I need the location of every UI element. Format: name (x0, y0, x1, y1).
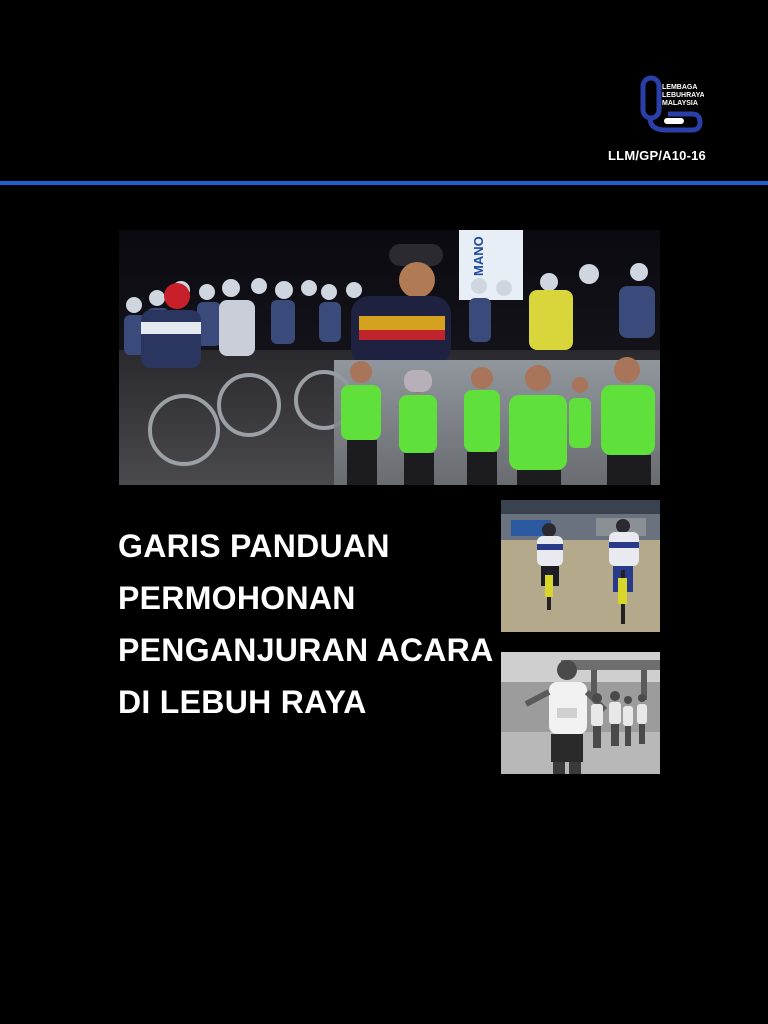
title-line-3: PENGANJURAN ACARA (118, 632, 494, 668)
document-title (118, 520, 558, 728)
title-line-4: DI LEBUH RAYA (118, 684, 367, 720)
cyclists-runners-photo (119, 230, 660, 485)
document-code: LLM/GP/A10-16 (608, 148, 706, 163)
llm-logo (640, 74, 704, 136)
sponsor-sign-text: MANO (471, 236, 486, 276)
logo-text-2: LEBUHRAYA (662, 92, 704, 99)
title-line-2: PERMOHONAN (118, 580, 356, 616)
header-divider (0, 181, 768, 185)
logo-text-3: MALAYSIA (662, 100, 698, 107)
logo-text-1: LEMBAGA (662, 84, 698, 91)
title-line-1: GARIS PANDUAN (118, 528, 390, 564)
